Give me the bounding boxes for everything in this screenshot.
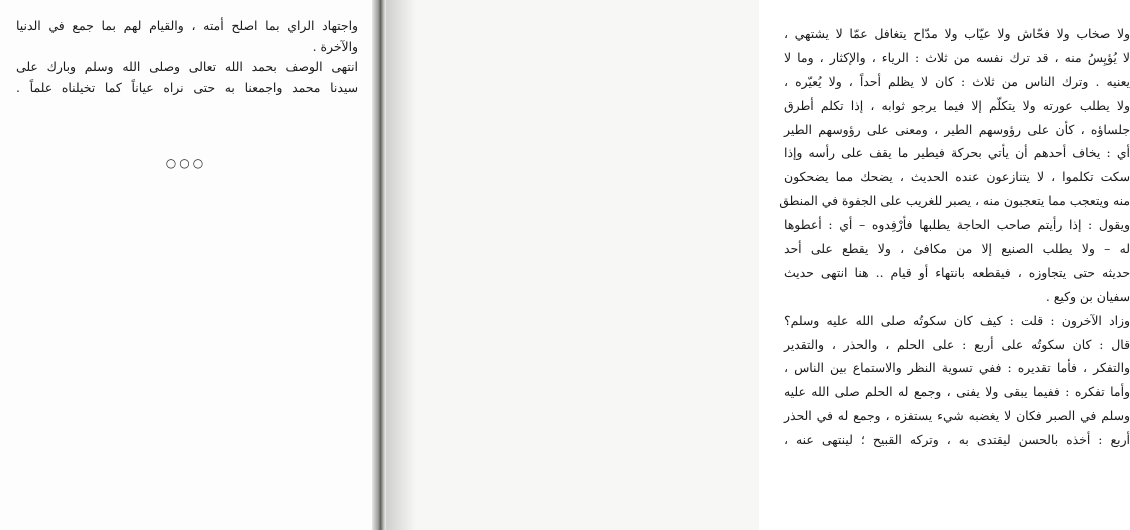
text-line: ولا صخاب ولا فحّاش ولا عيّاب ولا مدّاح يتغافل عمّا لا يشتهي ، <box>784 26 1130 41</box>
left-page-text <box>16 16 358 98</box>
text-line: منه ويتعجب مما يتعجبون منه ، يصبر للغريب على الجفوة في المنطق <box>779 193 1130 209</box>
text-line: أي : يخاف أحدهم أن يأتي بحركة فيطير ما يقف على رأسه وإذا <box>784 145 1130 161</box>
text-line: وزاد الآخرون : قلت : كيف كان سكوتُه صلى الله عليه وسلم؟ <box>784 312 1130 328</box>
text-line: له – ولا يطلب الصنيع إلا من مكافئ ، ولا يقطع على أحد <box>784 241 1130 257</box>
text-line: والتفكر ، فأما تقديره : ففي تسوية النظر والاستماع بين الناس ، <box>784 360 1130 376</box>
text-line: وسلم في الصبر فكان لا يغضبه شيء يستفزه ، وجمع له في الحذر <box>784 408 1130 424</box>
text-line: لا يُؤيِسُ منه ، قد ترك نفسه من ثلاث : الرياء ، والإكثار ، وما لا <box>784 49 1130 65</box>
text-line: سيدنا محمد واجمعنا به حتى نراه عياناً كما تخيلناه علماً . <box>16 79 358 95</box>
text-line: انتهى الوصف بحمد الله تعالى وصلى الله وسلم وبارك على <box>16 59 358 74</box>
text-line: وأما تفكره : ففيما يبقى ولا يفنى ، وجمع له الحلم صلى الله عليه <box>784 384 1130 400</box>
text-line: سفيان بن وكيع . <box>1045 288 1130 304</box>
book-gutter <box>372 0 386 530</box>
text-line: والآخرة . <box>312 38 358 54</box>
text-line: واجتهاد الراي بما اصلح أمته ، والقيام لهم بما جمع في الدنيا <box>16 18 358 33</box>
text-line: يعنيه . وترك الناس من ثلاث : كان لا يظلم أحداً ، ولا يُعيّره ، <box>784 73 1130 89</box>
text-line: قال : كان سكوتُه على أربع : على الحلم ، والحذر ، والتقدير <box>784 336 1130 352</box>
section-ornament: ○○○ <box>165 156 207 170</box>
right-page <box>386 0 1130 530</box>
left-page <box>0 0 372 530</box>
text-line: ولا يطلب عورته ولا يتكلّم إلا فيما يرجو ثوابه ، إذا تكلم أطرق <box>784 97 1130 113</box>
text-line: سكت تكلموا ، لا يتنازعون عنده الحديث ، يضحك مما يضحكون <box>784 169 1130 185</box>
text-line: ويقول : إذا رأيتم صاحب الحاجة يطلبها فأرْفِدوه – أي : أعطوها <box>784 217 1130 233</box>
text-line: جلساؤه ، كأن على رؤوسهم الطير ، ومعنى على رؤوسهم الطير <box>784 121 1130 137</box>
text-line: حديثه حتى يتجاوزه ، فيقطعه بانتهاء أو قيام .. هنا انتهى حديث <box>784 264 1130 280</box>
text-line: أربع : أخذه بالحسن ليقتدى به ، وتركه القبيح ؛ لينتهى عنه ، <box>784 432 1130 448</box>
right-page-text <box>779 22 1130 452</box>
